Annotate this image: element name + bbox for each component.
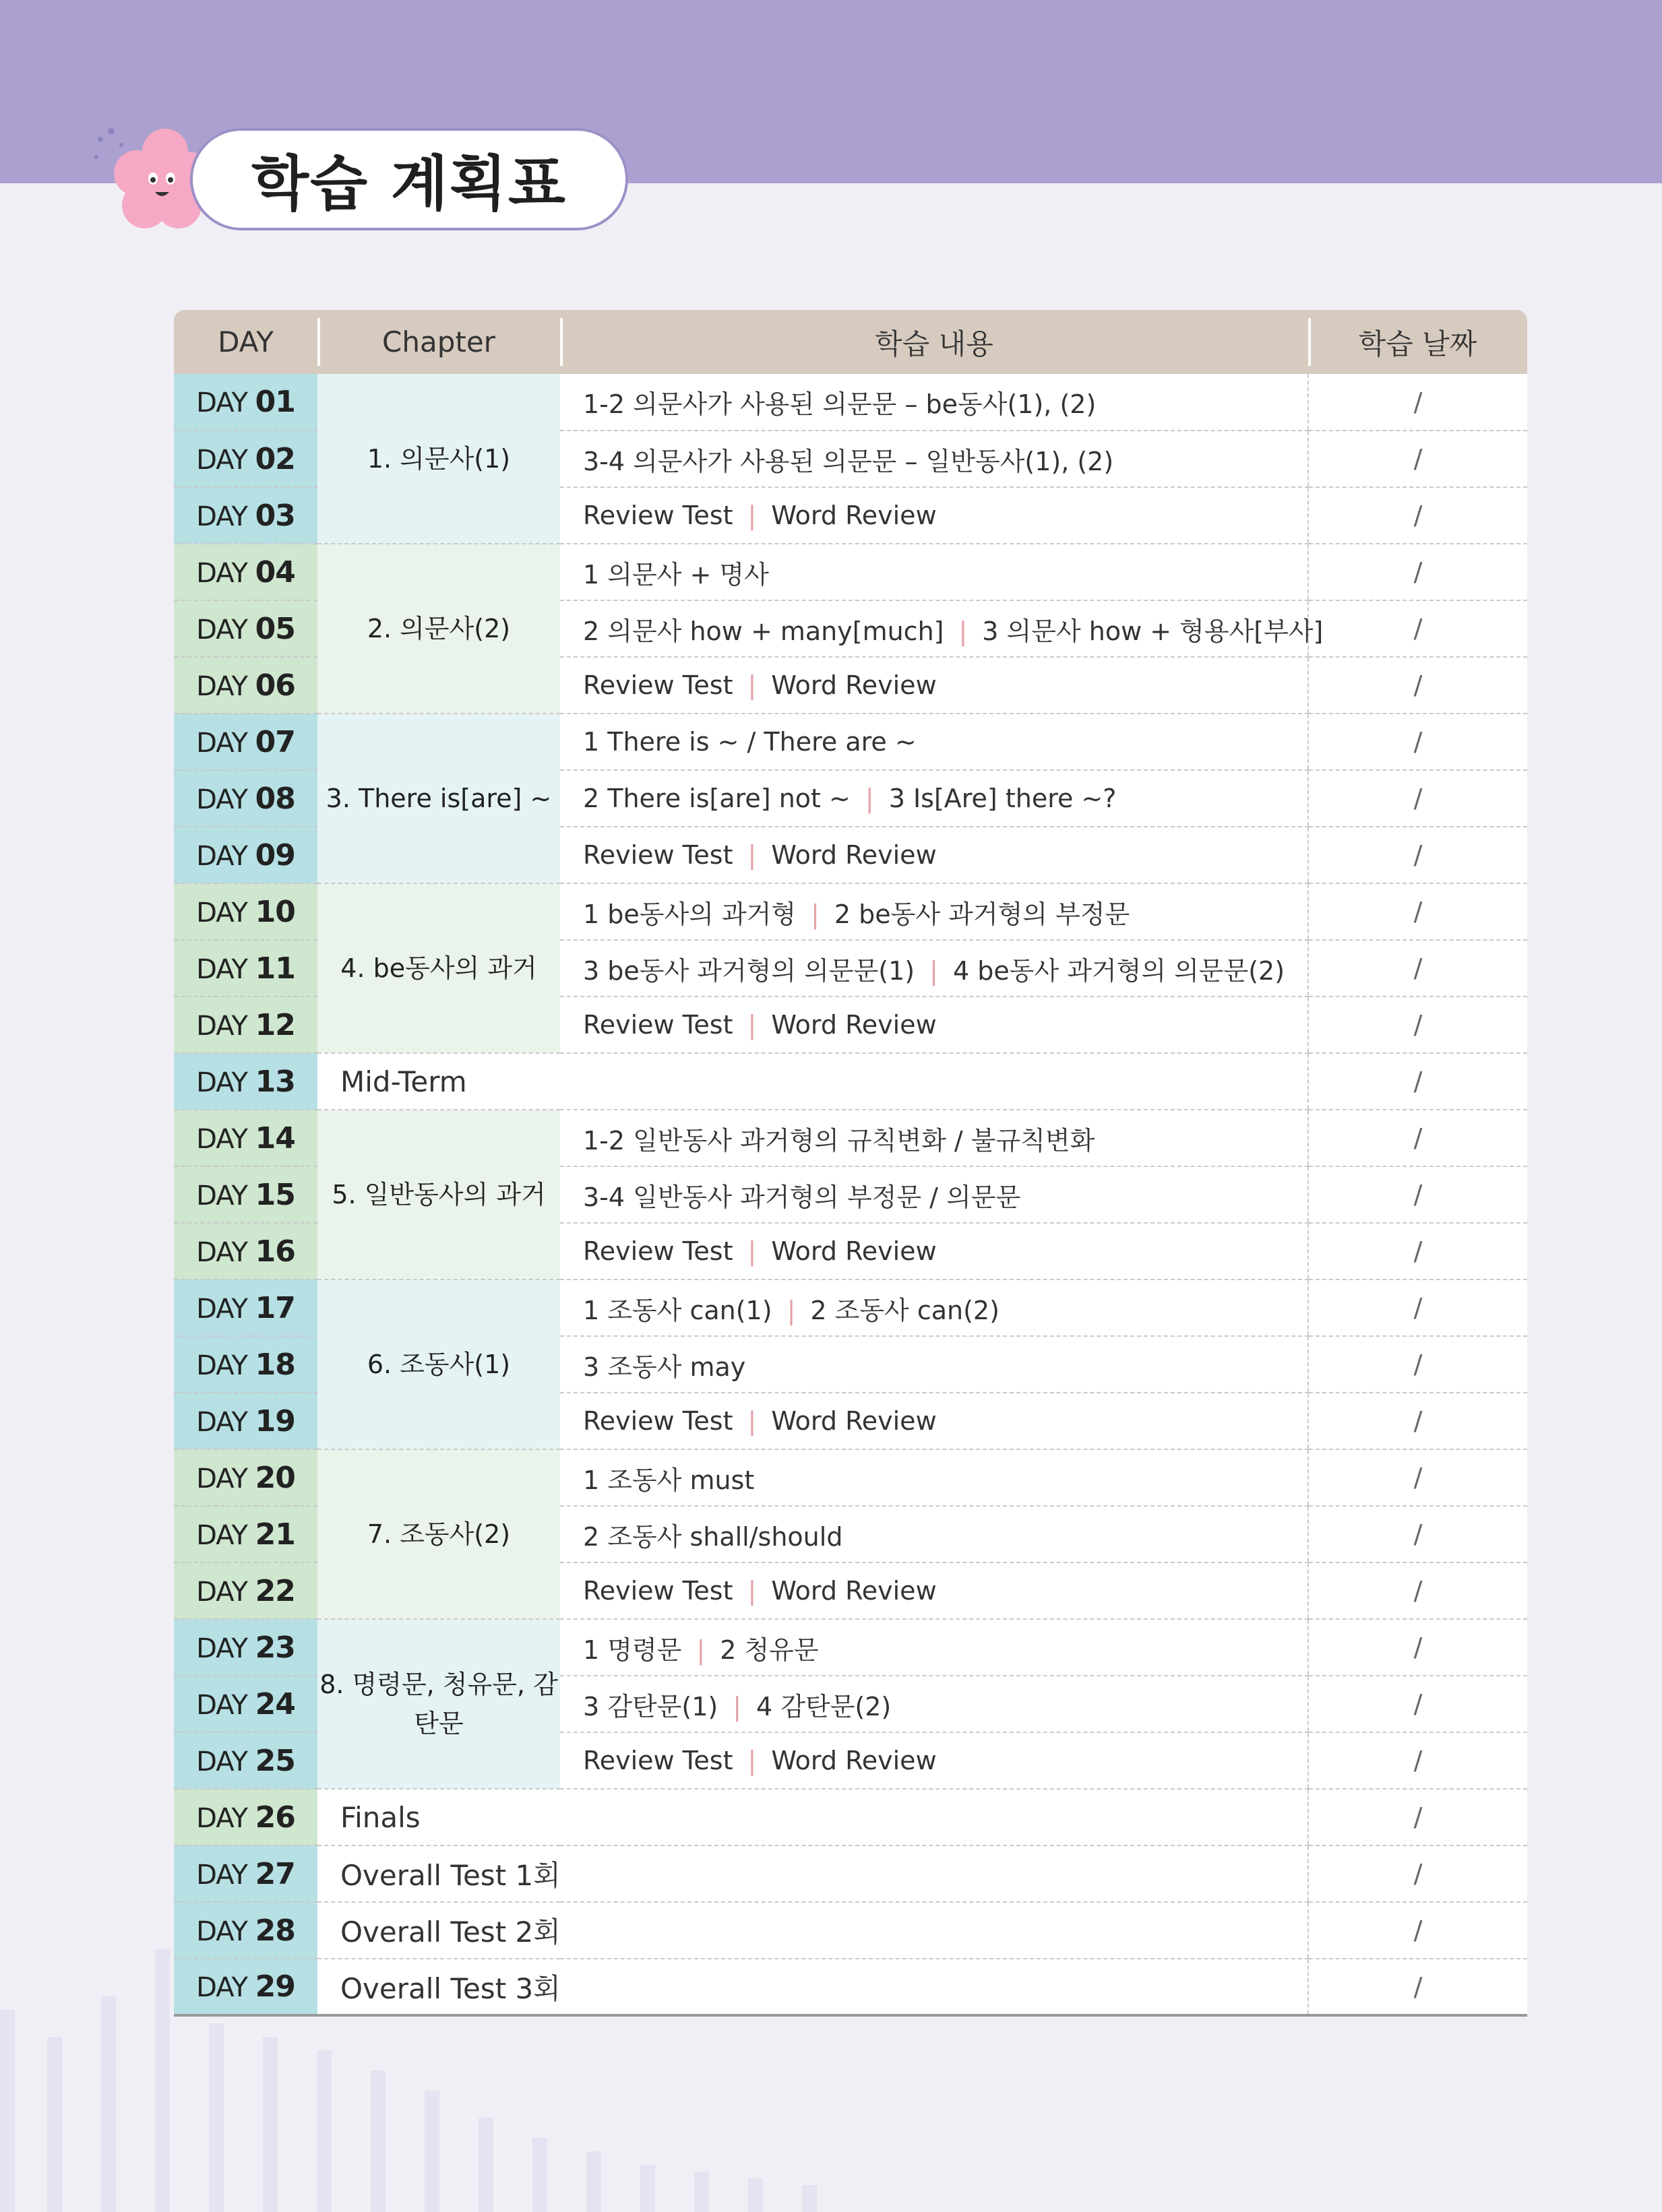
content-cell xyxy=(560,714,1308,770)
content-cell xyxy=(560,1506,1308,1562)
wide-content-cell: Overall Test 1회 xyxy=(317,1845,1308,1902)
study-date-cell: / xyxy=(1308,544,1527,600)
day-number: 13 xyxy=(255,1064,295,1099)
content-separator: | xyxy=(696,1635,706,1665)
chapter-cell: 1. 의문사(1) xyxy=(317,374,560,544)
table-row xyxy=(174,1053,1527,1110)
content-separator: | xyxy=(747,1576,757,1606)
day-cell xyxy=(174,1959,317,2015)
day-number: 04 xyxy=(255,555,295,590)
content-text: 3-4 일반동사 과거형의 부정문 / 의문문 xyxy=(583,1182,1021,1212)
content-text: 3-4 의문사가 사용된 의문문 – 일반동사(1), (2) xyxy=(583,446,1114,476)
content-cell xyxy=(560,1449,1308,1506)
content-cell xyxy=(560,544,1308,600)
study-date-cell: / xyxy=(1308,1393,1527,1449)
day-cell xyxy=(174,883,317,940)
table-header-row xyxy=(174,310,1527,374)
content-cell xyxy=(560,1393,1308,1449)
day-prefix: DAY xyxy=(196,1633,247,1664)
day-number: 20 xyxy=(255,1460,295,1495)
day-prefix: DAY xyxy=(196,1236,247,1268)
day-prefix: DAY xyxy=(196,557,247,589)
content-separator: | xyxy=(747,1236,757,1266)
day-number: 24 xyxy=(255,1686,295,1721)
day-cell xyxy=(174,1619,317,1676)
decorative-bar xyxy=(586,2151,601,2212)
study-date-cell: / xyxy=(1308,1902,1527,1959)
content-text: 1 There is ~ / There are ~ xyxy=(583,727,917,757)
day-number: 03 xyxy=(255,498,295,533)
content-text-a: 1 be동사의 과거형 xyxy=(583,899,797,929)
day-cell xyxy=(174,1732,317,1789)
study-date-cell: / xyxy=(1308,1959,1527,2015)
chapter-cell: 4. be동사의 과거 xyxy=(317,883,560,1053)
content-text-a: 3 감탄문(1) xyxy=(583,1691,718,1721)
day-number: 26 xyxy=(255,1800,295,1835)
day-number: 02 xyxy=(255,441,295,476)
content-separator: | xyxy=(747,501,757,530)
day-number: 17 xyxy=(255,1290,295,1325)
day-prefix: DAY xyxy=(196,614,247,645)
content-cell xyxy=(560,1562,1308,1619)
day-number: 08 xyxy=(255,781,295,816)
day-cell xyxy=(174,1053,317,1110)
day-prefix: DAY xyxy=(196,1180,247,1211)
day-cell xyxy=(174,997,317,1053)
table-row xyxy=(174,714,1527,770)
day-prefix: DAY xyxy=(196,1010,247,1042)
decorative-bar xyxy=(802,2185,817,2212)
content-cell xyxy=(560,1336,1308,1393)
day-prefix: DAY xyxy=(196,1406,247,1438)
day-cell xyxy=(174,1110,317,1166)
day-prefix: DAY xyxy=(196,1123,247,1155)
content-separator: | xyxy=(787,1295,796,1325)
content-text-b: 3 Is[Are] there ~? xyxy=(888,784,1117,813)
wide-content-cell: Mid-Term xyxy=(317,1053,1308,1110)
decorative-bar xyxy=(748,2178,763,2212)
day-cell xyxy=(174,1562,317,1619)
wide-content-cell: Overall Test 2회 xyxy=(317,1902,1308,1959)
content-cell xyxy=(560,1223,1308,1279)
content-text-a: Review Test xyxy=(583,1406,733,1436)
content-text-b: Word Review xyxy=(771,1746,937,1775)
content-separator: | xyxy=(747,1746,757,1775)
day-cell xyxy=(174,1393,317,1449)
day-prefix: DAY xyxy=(196,1746,247,1777)
study-date-cell: / xyxy=(1308,714,1527,770)
content-text-b: 2 조동사 can(2) xyxy=(810,1295,999,1325)
content-text-b: Word Review xyxy=(771,1236,937,1266)
day-cell xyxy=(174,1789,317,1845)
chapter-cell: 5. 일반동사의 과거 xyxy=(317,1110,560,1279)
content-cell xyxy=(560,1279,1308,1336)
content-cell xyxy=(560,431,1308,487)
day-cell xyxy=(174,1336,317,1393)
content-text-b: Word Review xyxy=(771,501,937,530)
content-text: 1 조동사 must xyxy=(583,1465,755,1495)
header-day: DAY xyxy=(174,310,317,374)
study-date-cell: / xyxy=(1308,1845,1527,1902)
decorative-bar xyxy=(479,2118,493,2212)
decorative-bar xyxy=(263,2037,278,2212)
table-row xyxy=(174,1959,1527,2015)
table-row xyxy=(174,1449,1527,1506)
study-date-cell: / xyxy=(1308,431,1527,487)
day-cell xyxy=(174,487,317,544)
day-prefix: DAY xyxy=(196,1293,247,1325)
content-text-a: 1 조동사 can(1) xyxy=(583,1295,772,1325)
decorative-bar xyxy=(640,2165,655,2212)
day-cell xyxy=(174,1279,317,1336)
study-date-cell: / xyxy=(1308,487,1527,544)
day-prefix: DAY xyxy=(196,670,247,702)
day-number: 22 xyxy=(255,1573,295,1608)
day-prefix: DAY xyxy=(196,727,247,759)
day-number: 21 xyxy=(255,1517,295,1552)
day-cell xyxy=(174,770,317,827)
decorative-bar xyxy=(0,2010,15,2212)
content-cell xyxy=(560,1619,1308,1676)
table-body xyxy=(174,374,1527,2015)
decorative-bar xyxy=(371,2071,386,2212)
study-date-cell: / xyxy=(1308,883,1527,940)
day-prefix: DAY xyxy=(196,1576,247,1608)
content-text-b: Word Review xyxy=(771,1406,937,1436)
day-cell xyxy=(174,1902,317,1959)
decorative-bar xyxy=(425,2091,439,2212)
content-text-a: 3 be동사 과거형의 의문문(1) xyxy=(583,955,915,986)
table-row xyxy=(174,1845,1527,1902)
day-number: 15 xyxy=(255,1177,295,1212)
content-text-b: 3 의문사 how + 형용사[부사] xyxy=(982,616,1324,646)
table-row xyxy=(174,1279,1527,1336)
day-number: 10 xyxy=(255,894,295,929)
study-date-cell: / xyxy=(1308,940,1527,997)
day-number: 07 xyxy=(255,724,295,759)
day-number: 28 xyxy=(255,1913,295,1948)
content-text: 2 조동사 shall/should xyxy=(583,1521,843,1552)
day-prefix: DAY xyxy=(196,1689,247,1721)
content-text-a: Review Test xyxy=(583,1746,733,1775)
content-text-a: 1 명령문 xyxy=(583,1635,682,1665)
content-separator: | xyxy=(733,1691,742,1721)
day-prefix: DAY xyxy=(196,784,247,815)
chapter-cell: 7. 조동사(2) xyxy=(317,1449,560,1619)
content-cell xyxy=(560,600,1324,657)
wide-content-cell: Overall Test 3회 xyxy=(317,1959,1308,2015)
day-prefix: DAY xyxy=(196,1859,247,1891)
table-row xyxy=(174,374,1527,431)
day-prefix: DAY xyxy=(196,1519,247,1551)
study-date-cell: / xyxy=(1308,997,1527,1053)
day-number: 11 xyxy=(255,951,295,986)
day-number: 06 xyxy=(255,668,295,703)
day-prefix: DAY xyxy=(196,444,247,476)
study-date-cell: / xyxy=(1308,1223,1527,1279)
day-prefix: DAY xyxy=(196,501,247,532)
day-prefix: DAY xyxy=(196,1916,247,1947)
content-text-b: Word Review xyxy=(771,1576,937,1606)
study-date-cell: / xyxy=(1308,1166,1527,1223)
content-text-b: 2 청유문 xyxy=(720,1635,819,1665)
content-cell xyxy=(560,374,1308,431)
table-row xyxy=(174,1789,1527,1845)
day-number: 29 xyxy=(255,1969,295,2004)
study-date-cell: / xyxy=(1308,1336,1527,1393)
chapter-cell: 2. 의문사(2) xyxy=(317,544,560,714)
day-prefix: DAY xyxy=(196,387,247,418)
header-content: 학습 내용 xyxy=(560,310,1308,374)
content-separator: | xyxy=(747,1010,757,1040)
chapter-cell: 3. There is[are] ~ xyxy=(317,714,560,883)
content-separator: | xyxy=(865,784,874,813)
content-text-a: Review Test xyxy=(583,1236,733,1266)
day-cell xyxy=(174,940,317,997)
decorative-bar xyxy=(694,2172,709,2212)
day-prefix: DAY xyxy=(196,953,247,985)
content-cell xyxy=(560,883,1308,940)
content-separator: | xyxy=(811,899,820,929)
table-row xyxy=(174,1902,1527,1959)
chapter-cell: 6. 조동사(1) xyxy=(317,1279,560,1449)
study-date-cell: / xyxy=(1308,1619,1527,1676)
content-cell xyxy=(560,1732,1308,1789)
content-text-b: 4 be동사 과거형의 의문문(2) xyxy=(952,955,1285,986)
table-row xyxy=(174,883,1527,940)
day-number: 18 xyxy=(255,1347,295,1382)
content-text: 1 의문사 + 명사 xyxy=(583,559,769,590)
day-number: 09 xyxy=(255,838,295,873)
day-cell xyxy=(174,600,317,657)
study-date-cell: / xyxy=(1308,1789,1527,1845)
day-cell xyxy=(174,714,317,770)
day-prefix: DAY xyxy=(196,1350,247,1381)
day-cell xyxy=(174,544,317,600)
study-date-cell: / xyxy=(1308,1676,1527,1732)
header-date: 학습 날짜 xyxy=(1308,310,1527,374)
page-title: 학습 계획표 xyxy=(251,149,567,218)
content-cell xyxy=(560,1676,1308,1732)
day-cell xyxy=(174,1506,317,1562)
day-prefix: DAY xyxy=(196,840,247,872)
day-prefix: DAY xyxy=(196,897,247,928)
day-cell xyxy=(174,1223,317,1279)
page-title-badge xyxy=(190,128,628,230)
content-text-b: Word Review xyxy=(771,840,937,870)
content-text-a: Review Test xyxy=(583,840,733,870)
day-cell xyxy=(174,1676,317,1732)
day-number: 01 xyxy=(255,385,295,419)
study-date-cell: / xyxy=(1308,1110,1527,1166)
content-text-a: Review Test xyxy=(583,1576,733,1606)
content-cell xyxy=(560,1110,1308,1166)
chapter-cell: 8. 명령문, 청유문, 감탄문 xyxy=(317,1619,560,1789)
day-number: 05 xyxy=(255,611,295,646)
content-text-a: Review Test xyxy=(583,501,733,530)
content-text: 1-2 일반동사 과거형의 규칙변화 / 불규칙변화 xyxy=(583,1125,1095,1156)
content-cell xyxy=(560,1166,1308,1223)
content-cell xyxy=(560,770,1308,827)
decorative-bar xyxy=(101,1996,116,2212)
decorative-bar xyxy=(47,2037,62,2212)
day-number: 16 xyxy=(255,1234,295,1269)
decorative-bar xyxy=(317,2050,332,2212)
day-number: 14 xyxy=(255,1120,295,1156)
content-cell xyxy=(560,997,1308,1053)
content-text: 3 조동사 may xyxy=(583,1352,746,1382)
study-date-cell: / xyxy=(1308,1449,1527,1506)
table-row xyxy=(174,1619,1527,1676)
content-text-b: Word Review xyxy=(771,1010,937,1040)
day-number: 12 xyxy=(255,1007,295,1042)
day-number: 19 xyxy=(255,1403,295,1439)
decorative-bar xyxy=(532,2138,547,2212)
day-number: 23 xyxy=(255,1630,295,1665)
day-number: 25 xyxy=(255,1743,295,1778)
day-cell xyxy=(174,431,317,487)
study-plan-table xyxy=(174,310,1527,2017)
content-text: 1-2 의문사가 사용된 의문문 – be동사(1), (2) xyxy=(583,389,1097,419)
day-prefix: DAY xyxy=(196,1067,247,1098)
header-chapter: Chapter xyxy=(317,310,560,374)
decorative-bar xyxy=(209,2023,224,2212)
day-cell xyxy=(174,374,317,431)
wide-content-cell: Finals xyxy=(317,1789,1308,1845)
study-date-cell: / xyxy=(1308,770,1527,827)
content-separator: | xyxy=(958,616,968,646)
study-date-cell: / xyxy=(1308,1732,1527,1789)
study-date-cell: / xyxy=(1308,374,1527,431)
day-cell xyxy=(174,657,317,714)
decorative-bar xyxy=(155,1949,170,2212)
content-text-b: Word Review xyxy=(771,670,937,700)
day-cell xyxy=(174,1449,317,1506)
content-separator: | xyxy=(929,955,938,986)
study-date-cell: / xyxy=(1308,1053,1527,1110)
day-prefix: DAY xyxy=(196,1802,247,1834)
content-separator: | xyxy=(747,670,757,700)
content-cell xyxy=(560,827,1308,883)
study-date-cell: / xyxy=(1308,1279,1527,1336)
study-date-cell: / xyxy=(1308,600,1527,657)
content-text-a: 2 의문사 how + many[much] xyxy=(583,616,944,646)
content-text-a: Review Test xyxy=(583,670,733,700)
content-text-a: Review Test xyxy=(583,1010,733,1040)
study-date-cell: / xyxy=(1308,1562,1527,1619)
content-cell xyxy=(560,487,1308,544)
table-row xyxy=(174,1110,1527,1166)
content-text-b: 4 감탄문(2) xyxy=(756,1691,892,1721)
study-date-cell: / xyxy=(1308,827,1527,883)
day-prefix: DAY xyxy=(196,1972,247,2003)
content-text-b: 2 be동사 과거형의 부정문 xyxy=(834,899,1130,929)
day-number: 27 xyxy=(255,1856,295,1891)
content-cell xyxy=(560,657,1308,714)
content-cell xyxy=(560,940,1308,997)
content-separator: | xyxy=(747,1406,757,1436)
study-date-cell: / xyxy=(1308,1506,1527,1562)
day-cell xyxy=(174,1166,317,1223)
day-cell xyxy=(174,827,317,883)
day-cell xyxy=(174,1845,317,1902)
day-prefix: DAY xyxy=(196,1463,247,1494)
content-text-a: 2 There is[are] not ~ xyxy=(583,784,851,813)
table-row xyxy=(174,544,1527,600)
study-date-cell: / xyxy=(1308,657,1527,714)
content-separator: | xyxy=(747,840,757,870)
